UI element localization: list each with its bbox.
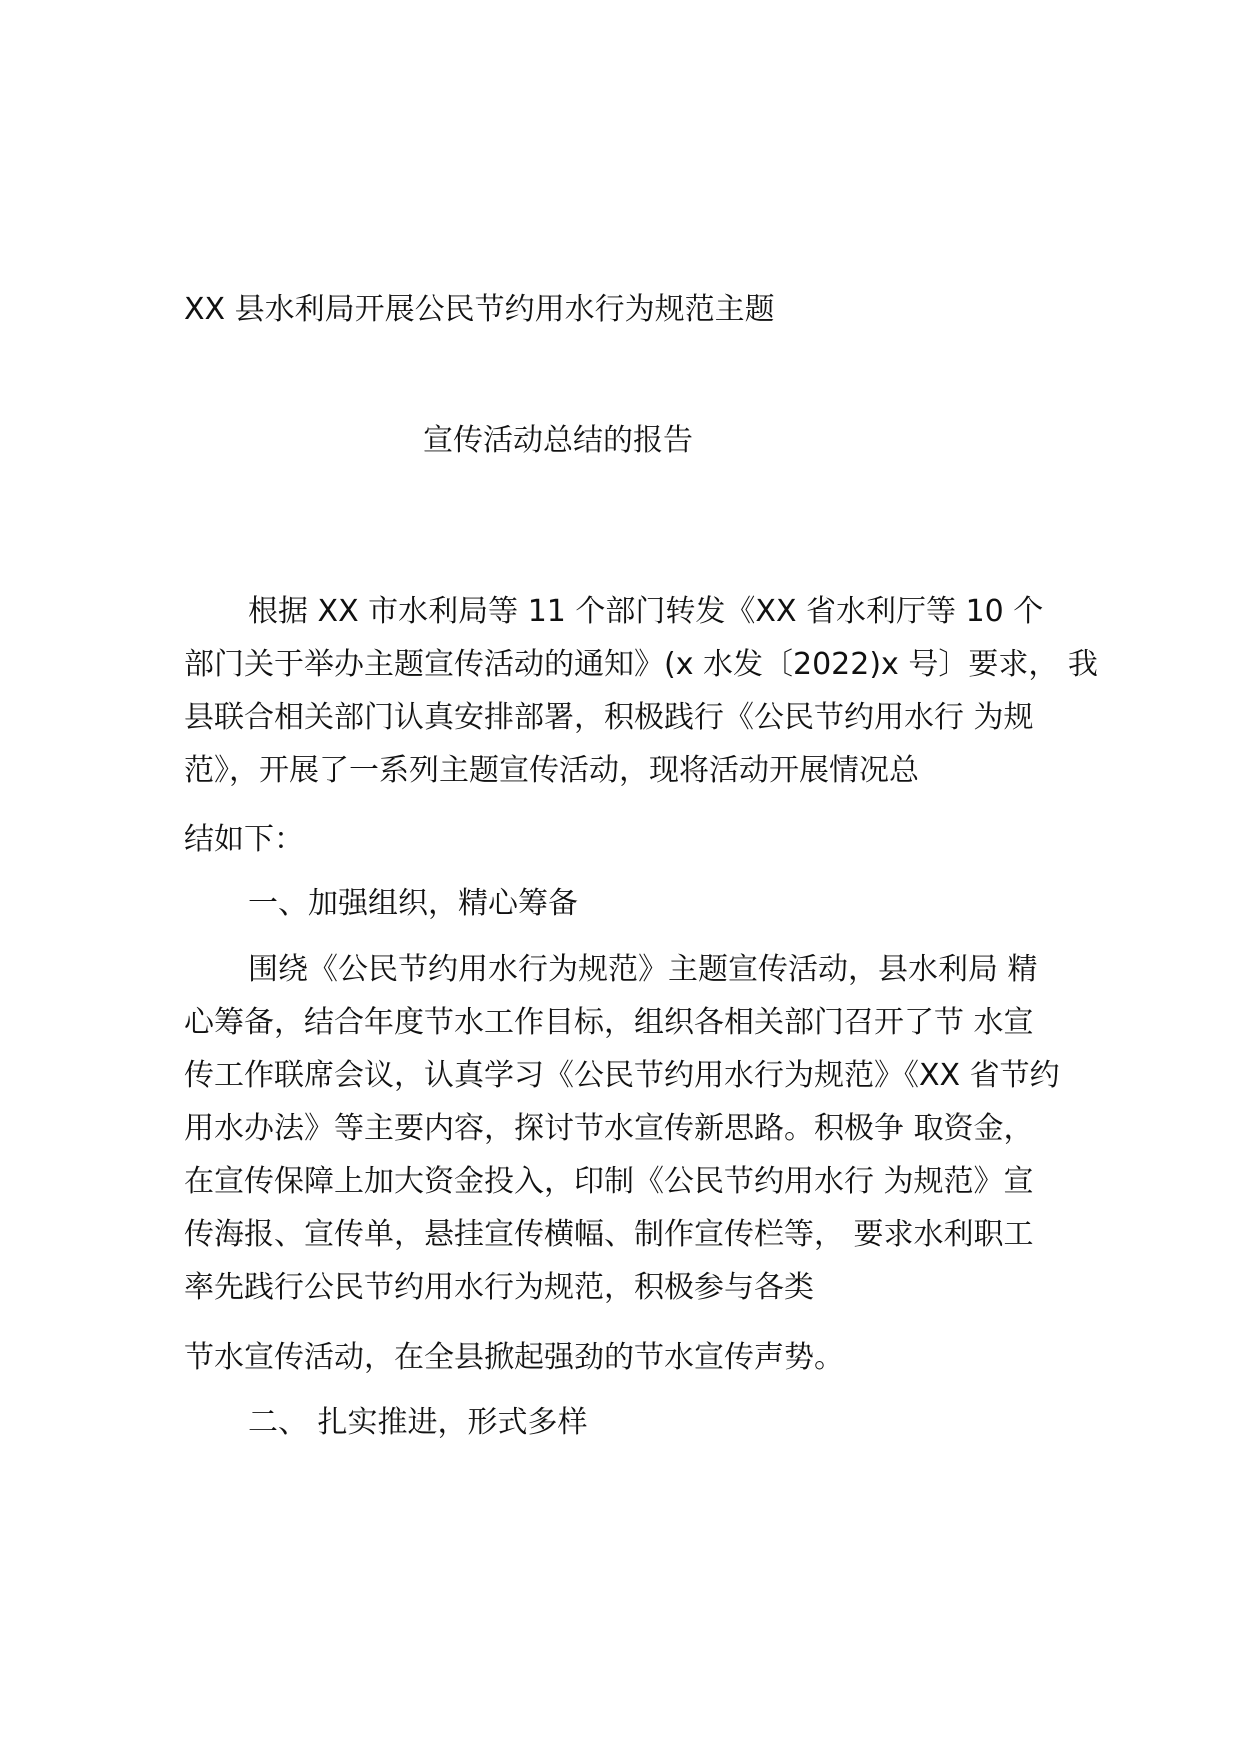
title-line-2: 宣传活动总结的报告 (423, 423, 693, 458)
paragraph-1-line: 部门关于举办主题宣传活动的通知》(x 水发〔2022)x 号〕要求， 我 (184, 647, 1098, 682)
paragraph-1-line: 范》，开展了一系列主题宣传活动，现将活动开展情况总 (184, 753, 919, 788)
paragraph-2-line: 率先践行公民节约用水行为规范，积极参与各类 (184, 1270, 814, 1305)
paragraph-2-line: 传工作联席会议，认真学习《公民节约用水行为规范》《XX 省节约 (184, 1058, 1060, 1093)
paragraph-1-line: 根据 XX 市水利局等 11 个部门转发《XX 省水利厅等 10 个 (248, 594, 1044, 629)
title-line-1: XX 县水利局开展公民节约用水行为规范主题 (184, 292, 775, 327)
paragraph-2-line: 传海报、宣传单，悬挂宣传横幅、制作宣传栏等， 要求水利职工 (184, 1217, 1034, 1252)
paragraph-1-line: 县联合相关部门认真安排部署，积极践行《公民节约用水行 为规 (184, 700, 1034, 735)
paragraph-2-line: 用水办法》等主要内容，探讨节水宣传新思路。积极争 取资金， (184, 1111, 1034, 1146)
paragraph-2-line: 心筹备，结合年度节水工作目标，组织各相关部门召开了节 水宣 (184, 1005, 1034, 1040)
paragraph-2-line: 在宣传保障上加大资金投入，印制《公民节约用水行 为规范》宣 (184, 1164, 1034, 1199)
paragraph-2-line: 围绕《公民节约用水行为规范》主题宣传活动，县水利局 精 (248, 952, 1038, 987)
paragraph-2-line: 节水宣传活动，在全县掀起强劲的节水宣传声势。 (184, 1340, 844, 1375)
section-heading-2: 二、 扎实推进，形式多样 (248, 1405, 588, 1440)
section-heading-1: 一、加强组织，精心筹备 (248, 886, 578, 921)
paragraph-1-line: 结如下： (184, 822, 304, 857)
